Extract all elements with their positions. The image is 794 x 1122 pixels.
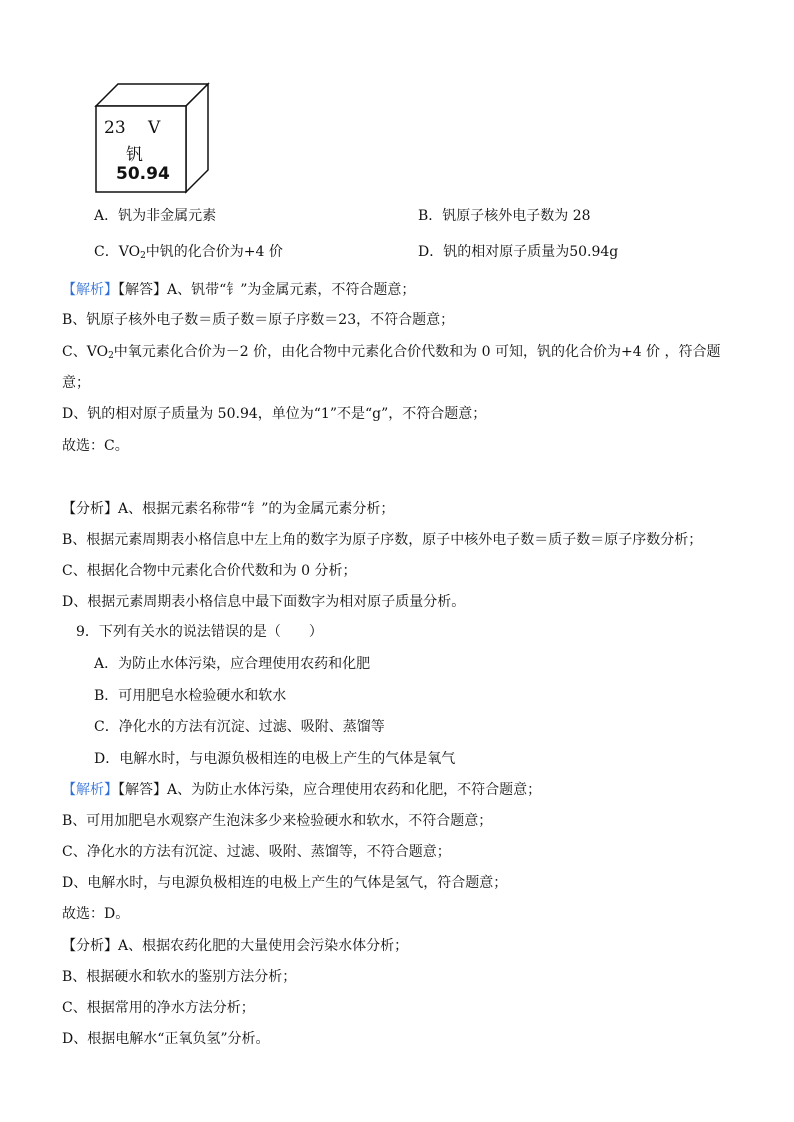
- q9-analysis-line-4: D、根据电解水“正氧负氢”分析。: [62, 1031, 270, 1047]
- element-symbol: V: [148, 118, 161, 138]
- q9-solution-line-2: B、可用加肥皂水观察产生泡沫多少来检验硬水和软水，不符合题意；: [62, 813, 493, 829]
- q8-analysis-line-3: C、根据化合物中元素化合价代数和为 0 分析；: [62, 563, 357, 579]
- q9-analysis-line-3: C、根据常用的净水方法分析；: [62, 1000, 255, 1016]
- element-tile: [94, 82, 210, 194]
- q8-option-c: C．$VO_2$中钒的化合价为+4 价: [94, 244, 283, 261]
- q8-solution-line-2: B、钒原子核外电子数＝质子数＝原子序数＝23，不符合题意；: [62, 312, 455, 328]
- q8-solution-line-1: 【解析】【解答】A、钒带“钅”为金属元素，不符合题意；: [62, 282, 416, 298]
- q9-solution-line-5: 故选：D。: [62, 906, 130, 922]
- atomic-mass: 50.94: [116, 164, 170, 184]
- solution-tag: 【解析】: [62, 282, 118, 298]
- q8-analysis-line-1: 【分析】A、根据元素名称带“钅”的为金属元素分析；: [62, 501, 395, 517]
- q8-solution-line-4: D、钒的相对原子质量为 50.94，单位为“1”不是“g”，不符合题意；: [62, 406, 487, 422]
- q8-option-d: D．钒的相对原子质量为50.94g: [418, 244, 619, 260]
- q9-stem: 9．下列有关水的说法错误的是（ ）: [76, 624, 323, 640]
- q8-solution-line-5: 故选：C。: [62, 438, 129, 454]
- q9-option-d: D．电解水时，与电源负极相连的电极上产生的气体是氧气: [94, 751, 456, 767]
- q9-solution-line-3: C、净化水的方法有沉淀、过滤、吸附、蒸馏等，不符合题意；: [62, 844, 451, 860]
- q9-solution-line-1: 【解析】【解答】A、为防止水体污染，应合理使用农药和化肥，不符合题意；: [62, 782, 542, 798]
- q9-analysis-line-1: 【分析】A、根据农药化肥的大量使用会污染水体分析；: [62, 938, 409, 954]
- q9-solution-line-4: D、电解水时，与电源负极相连的电极上产生的气体是氢气，符合题意；: [62, 875, 508, 891]
- atomic-number: 23: [104, 118, 126, 138]
- q9-option-b: B．可用肥皂水检验硬水和软水: [94, 688, 287, 704]
- solution-tag: 【解析】: [62, 782, 118, 798]
- q9-analysis-line-2: B、根据硬水和软水的鉴别方法分析；: [62, 969, 297, 985]
- q8-option-a: A．钒为非金属元素: [94, 208, 217, 224]
- q8-analysis-line-4: D、根据元素周期表小格信息中最下面数字为相对原子质量分析。: [62, 594, 466, 610]
- element-name: 钒: [126, 145, 143, 165]
- q8-solution-line-3: C、$VO_2$中氧元素化合价为－2 价，由化合物中元素化合价代数和为 0 可知，钒的化合价为+4 价 ，符合题: [62, 344, 721, 361]
- q9-option-c: C．净化水的方法有沉淀、过滤、吸附、蒸馏等: [94, 719, 385, 735]
- q9-option-a: A．为防止水体污染，应合理使用农药和化肥: [94, 656, 371, 672]
- q8-analysis-line-2: B、根据元素周期表小格信息中左上角的数字为原子序数，原子中核外电子数＝质子数＝原子序数分析；: [62, 532, 703, 548]
- q8-solution-line-3b: 意；: [62, 375, 90, 391]
- q8-option-b: B．钒原子核外电子数为 28: [418, 208, 591, 224]
